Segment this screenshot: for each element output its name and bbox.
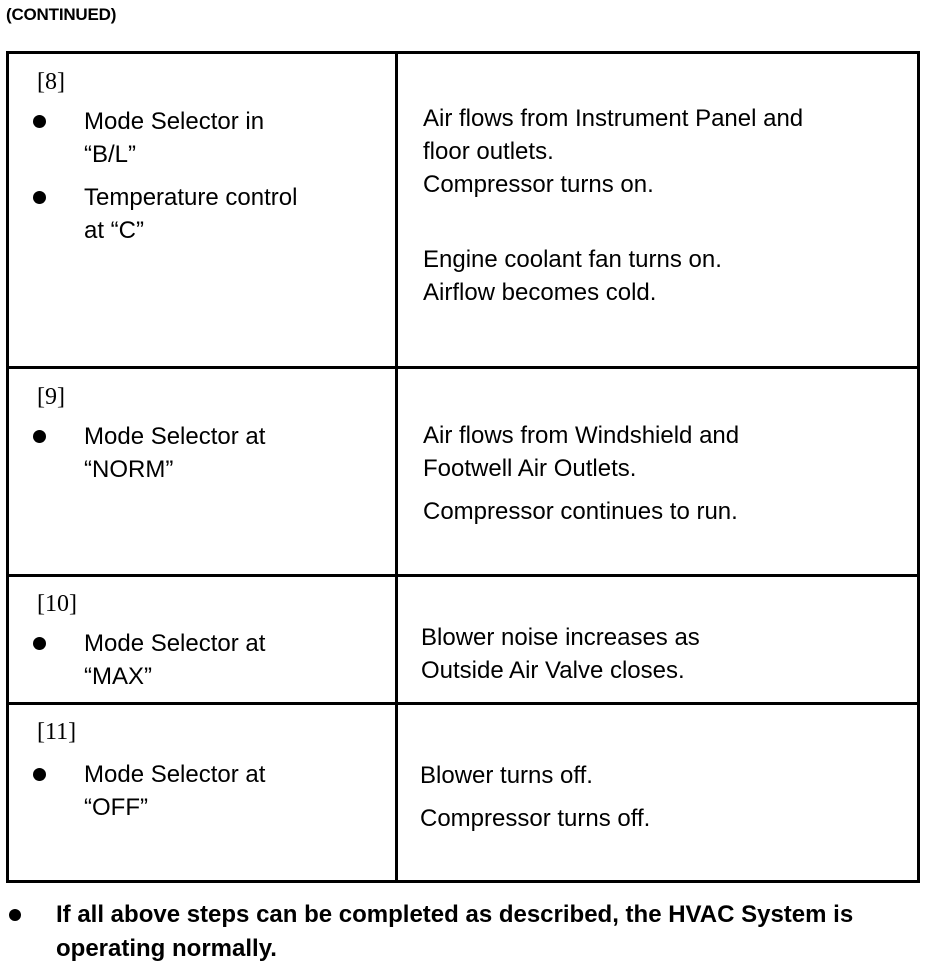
table-row [8,576,919,704]
bullet-icon [33,430,46,443]
step-results-cell [397,368,919,576]
condition-text: Temperature control at “C” [84,184,298,244]
step-conditions-cell [8,368,397,576]
step-number: [11] [37,719,77,745]
table-row [8,704,919,882]
condition-item [9,420,395,486]
step-conditions-cell [8,53,397,368]
footer-note [6,898,906,966]
result-text: Compressor continues to run. [423,498,738,525]
hvac-steps-table [6,51,920,883]
result-text: Compressor turns on. [423,171,654,198]
step-number: [8] [37,69,65,95]
step-conditions-cell [8,576,397,704]
bullet-icon [33,191,46,204]
bullet-icon [33,115,46,128]
bullet-icon [33,768,46,781]
footer-note-text: If all above steps can be completed as described, the HVAC System is operating normally. [56,901,854,962]
result-text: Outside Air Valve closes. [421,657,685,684]
step-results-cell [397,576,919,704]
result-text: Compressor turns off. [420,805,651,832]
result-text: Blower turns off. [420,762,593,789]
condition-text: Mode Selector at “NORM” [84,423,266,483]
result-text: Air flows from Windshield and [423,422,740,449]
footer-item [6,898,906,966]
result-text: Blower noise increases as [421,624,700,651]
table-row [8,53,919,368]
condition-text: Mode Selector at “MAX” [84,630,266,690]
condition-text: Mode Selector in “B/L” [84,108,265,168]
step-conditions-cell [8,704,397,882]
table-row [8,368,919,576]
continued-label: (CONTINUED) [6,5,117,24]
bullet-icon [9,909,21,921]
condition-item [9,758,395,824]
result-text: Footwell Air Outlets. [423,455,637,482]
condition-item [9,181,395,247]
condition-item [9,627,395,693]
result-text: Engine coolant fan turns on. [423,246,722,273]
result-text: floor outlets. [423,138,554,165]
step-results-cell [397,53,919,368]
step-results-cell [397,704,919,882]
step-number: [10] [37,591,77,617]
step-number: [9] [37,384,65,410]
condition-item [9,105,395,171]
result-text: Air flows from Instrument Panel and [423,105,804,132]
bullet-icon [33,637,46,650]
condition-text: Mode Selector at “OFF” [84,761,266,821]
result-text: Airflow becomes cold. [423,279,657,306]
